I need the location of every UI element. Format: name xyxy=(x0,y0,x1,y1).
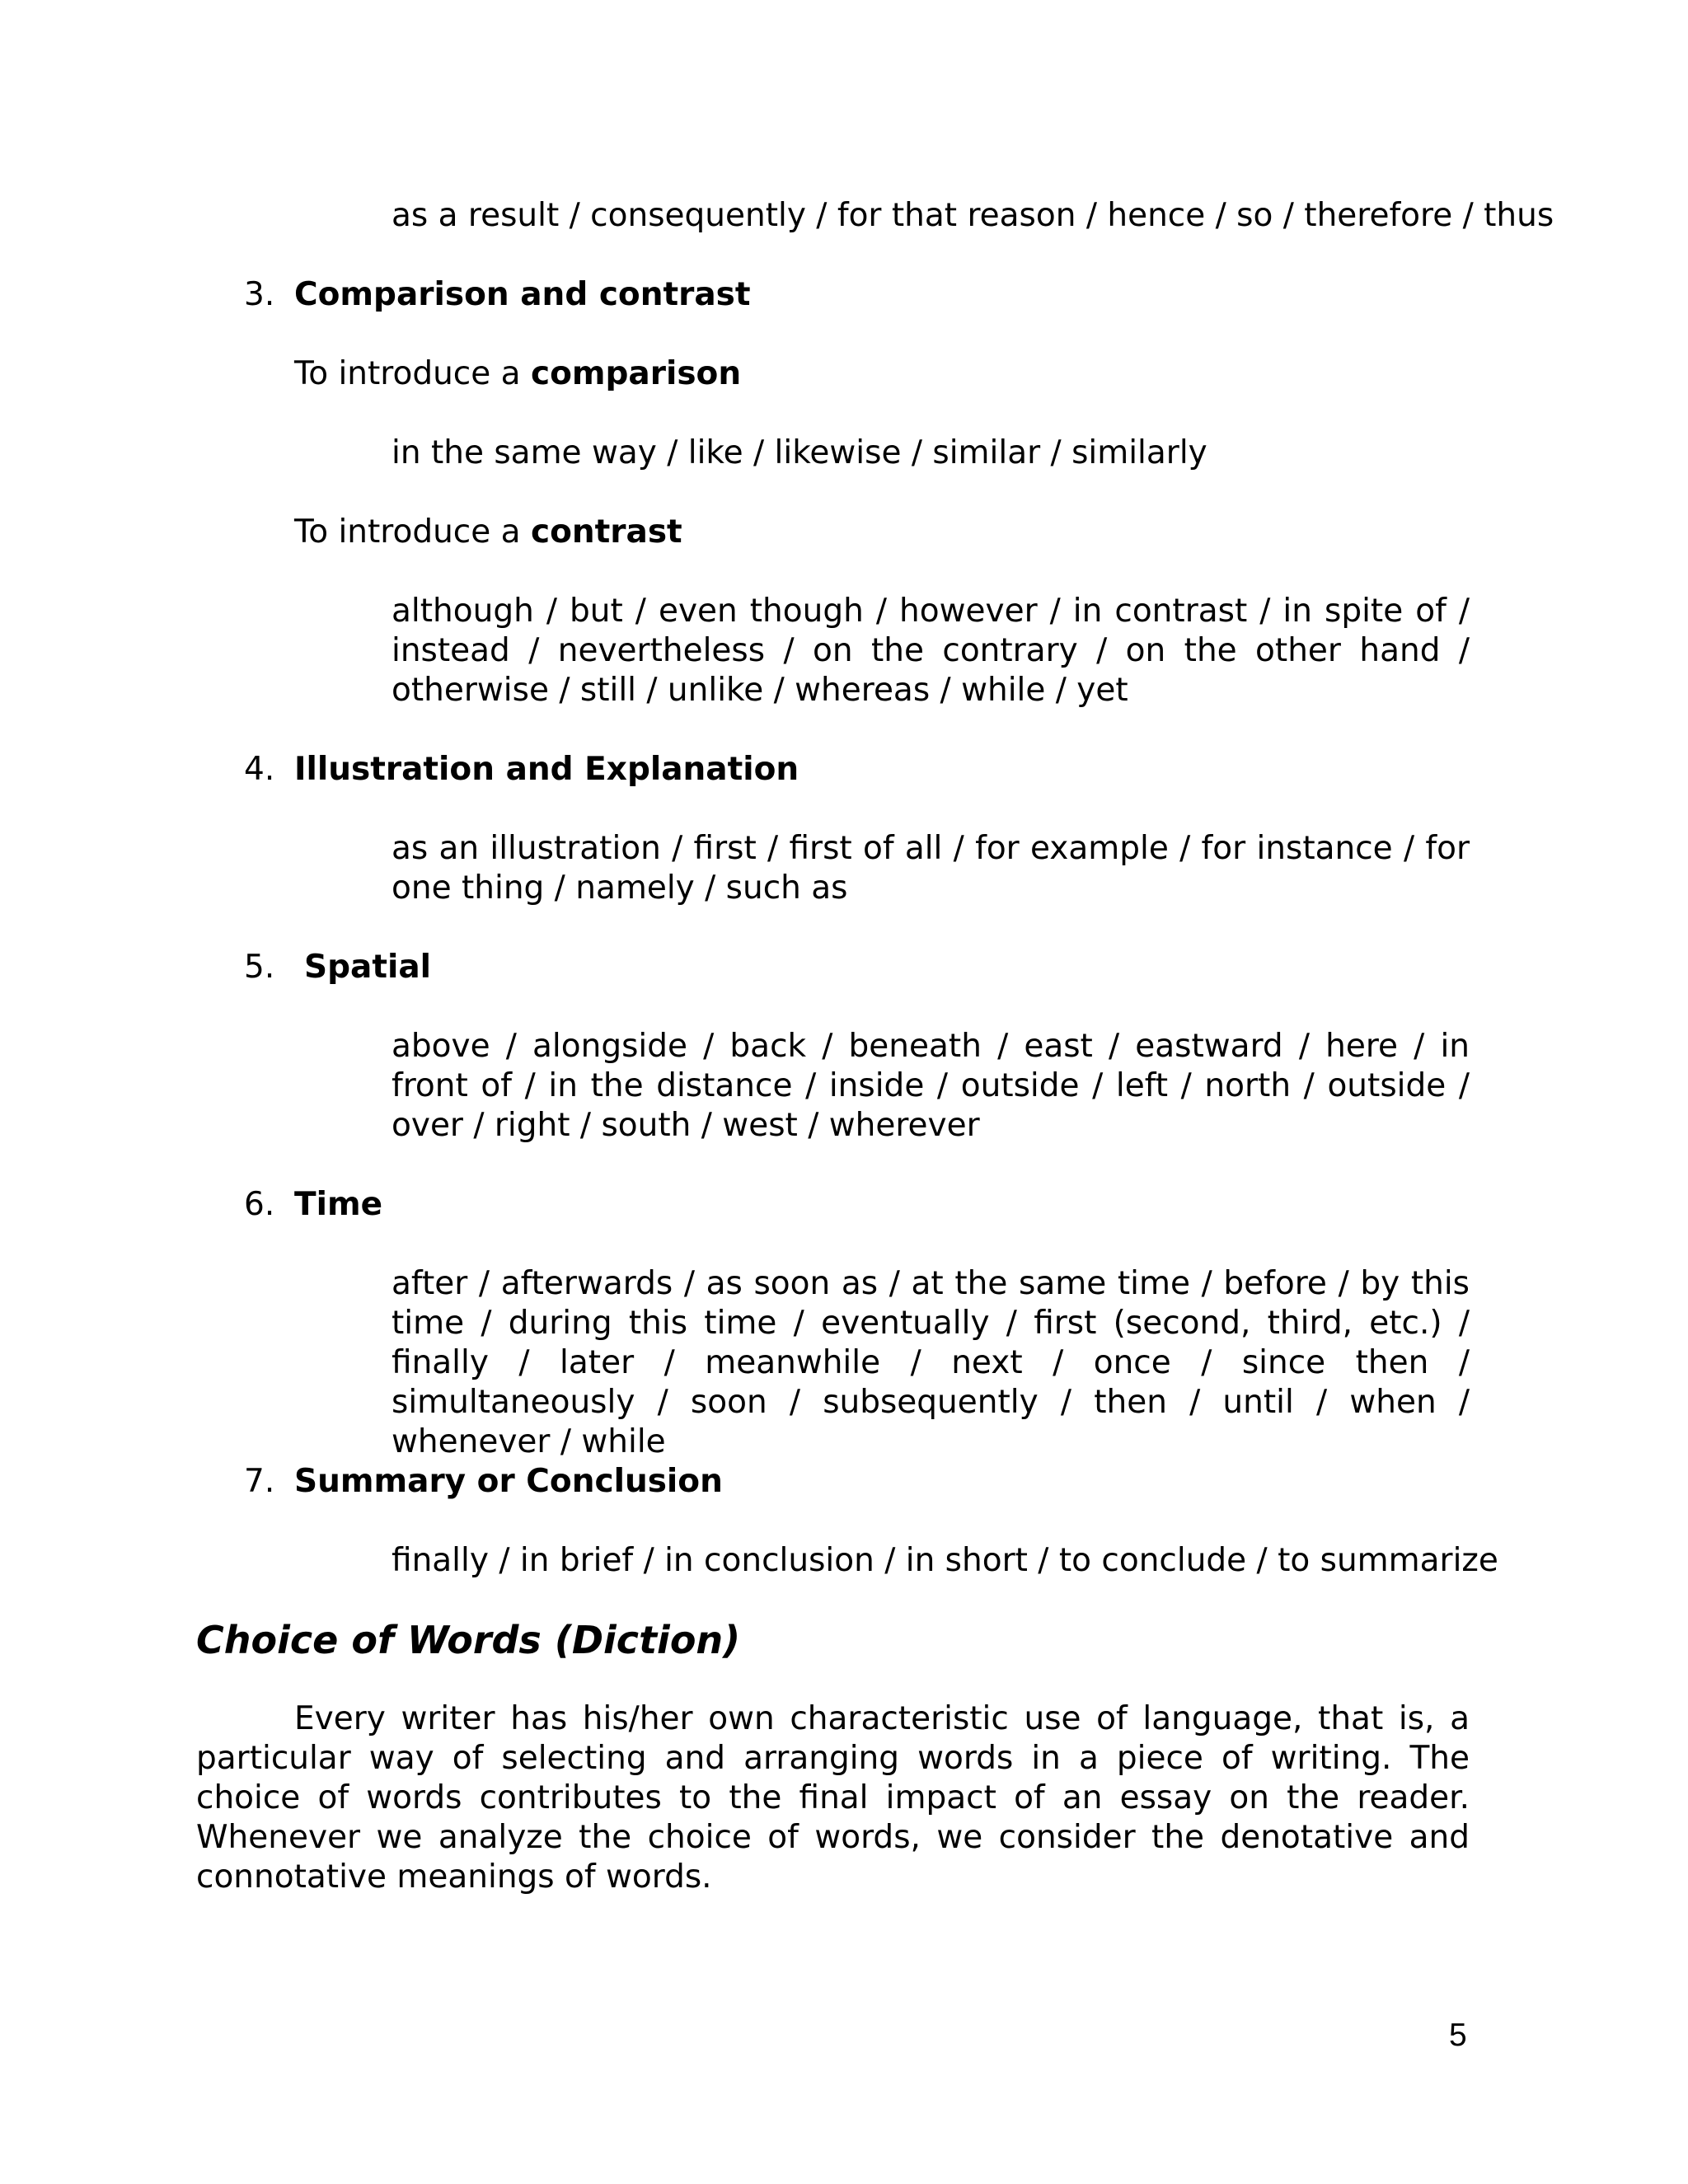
item-3-number: 3. xyxy=(244,276,275,313)
contrast-intro-keyword: contrast xyxy=(530,513,682,551)
spatial-words: above / alongside / back / beneath / east / eastward / here / in front of / in the distance / inside / outside / left / north / outside / over / right / south / west / wherever xyxy=(392,1028,1470,1144)
section-paragraph: Every writer has his/her own characteristic use of language, that is, a particular way of selecting and arranging words in a piece of writing. The choice of words contributes to the final impact of an essay on the reader. Whenever we analyze the choice of words, we consider the denotative and connotative meanings of words. xyxy=(196,1700,1470,1896)
item-5-number: 5. xyxy=(244,949,275,986)
summary-words: finally / in brief / in conclusion / in short / to conclude / to summarize xyxy=(392,1542,1498,1579)
time-words: after / afterwards / as soon as / at the same time / before / by this time / during this time / eventually / first (second, third, etc.) / finally / later / meanwhile / next / once / since then / simultaneously / soon / subsequently / then / until / when / whenever / while xyxy=(392,1265,1470,1460)
contrast-intro xyxy=(294,513,682,552)
page-number: 5 xyxy=(1449,2018,1467,2053)
item-6-number: 6. xyxy=(244,1186,275,1223)
item-7-number: 7. xyxy=(244,1463,275,1500)
comparison-intro-prefix: To introduce a xyxy=(294,355,531,392)
comparison-intro-keyword: comparison xyxy=(530,355,742,392)
comparison-words: in the same way / like / likewise / similar / similarly xyxy=(392,434,1207,471)
item-5-heading: Spatial xyxy=(304,949,432,986)
item-7-heading: Summary or Conclusion xyxy=(294,1463,723,1500)
comparison-intro xyxy=(294,354,741,394)
contrast-words: although / but / even though / however / in contrast / in spite of / instead / nevertheless / on the contrary / on the other hand / otherwise / still / unlike / whereas / while / yet xyxy=(392,593,1470,709)
item-6-heading: Time xyxy=(294,1186,383,1223)
item-4-heading: Illustration and Explanation xyxy=(294,751,799,788)
item-3-heading: Comparison and contrast xyxy=(294,276,751,313)
contrast-intro-prefix: To introduce a xyxy=(294,513,531,551)
illustration-words: as an illustration / first / first of all / for example / for instance / for one thing / namely / such as xyxy=(392,830,1470,907)
cause-effect-words: as a result / consequently / for that reason / hence / so / therefore / thus xyxy=(392,197,1554,234)
section-title: Choice of Words (Diction) xyxy=(196,1618,741,1662)
item-4-number: 4. xyxy=(244,751,275,788)
